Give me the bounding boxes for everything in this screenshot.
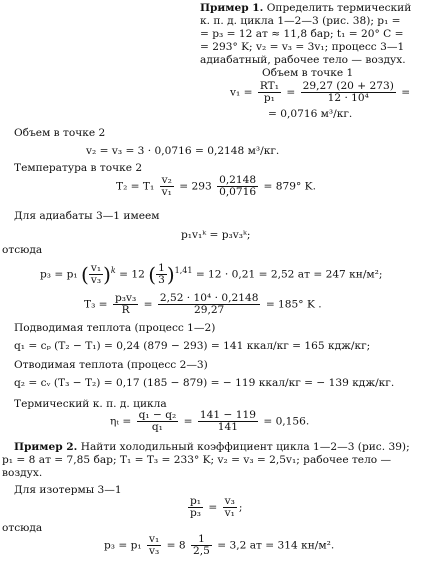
efficiency-formula	[110, 410, 309, 433]
efficiency-fraction-numeric	[198, 410, 258, 433]
t3-fraction-numeric	[158, 293, 261, 316]
v1-lhs: v₁ =	[230, 86, 253, 99]
example1-text-line5: адиабатный, рабочее тело — воздух.	[200, 54, 406, 66]
v1-result: = 0,0716 м³/кг.	[268, 108, 353, 120]
example2-p3-frac2-numerator: 1	[191, 534, 212, 546]
p3-middle: = 12	[119, 268, 145, 281]
example1-text-line3: = p₃ = 12 ат ≈ 11,8 бар; t₁ = 20° C =	[200, 28, 404, 40]
example2-p3-middle: = 8	[166, 539, 186, 552]
p3-formula	[40, 258, 382, 288]
t2-formula	[116, 175, 316, 198]
example2-text-line3: воздух.	[2, 467, 43, 479]
point1-volume-label: Объем в точке 1	[262, 67, 354, 79]
p3-exponent-k: k	[110, 266, 116, 275]
isotherm-formula	[186, 496, 242, 519]
t3-formula	[84, 293, 322, 316]
t2-frac2-denominator: 0,0716	[219, 186, 257, 198]
isotherm-fraction-v	[223, 496, 237, 519]
isotherm-frac2-numerator: v₃	[224, 495, 235, 507]
efficiency-frac1-numerator: q₁ − q₂	[138, 409, 177, 421]
efficiency-result: = 0,156.	[263, 415, 310, 428]
p3-close-paren-1: )	[103, 262, 111, 287]
efficiency-label: Термический к. п. д. цикла	[14, 398, 167, 410]
p3-fraction-v1-v3	[89, 263, 103, 286]
isotherm-label: Для изотермы 3—1	[14, 484, 122, 496]
isotherm-equals: =	[208, 501, 218, 514]
p3-frac2-denominator: 3	[158, 274, 165, 287]
efficiency-frac2-denominator: 141	[217, 421, 239, 433]
isotherm-frac1-denominator: p₃	[190, 507, 202, 519]
t3-frac1-denominator: R	[121, 304, 130, 316]
example1-heading-line	[200, 2, 411, 14]
efficiency-fraction-q	[137, 410, 179, 433]
isotherm-fraction-p	[188, 496, 203, 519]
t2-middle: = 293	[179, 180, 212, 193]
p3-frac1-denominator: v₃	[90, 274, 102, 287]
p3-open-paren-2: (	[148, 262, 157, 287]
t3-result: = 185° K .	[265, 298, 322, 311]
p3-fraction-one-third	[156, 263, 167, 286]
t2-fraction-numeric	[217, 175, 258, 198]
t2-result: = 879° K.	[263, 180, 316, 193]
isotherm-semicolon: ;	[238, 501, 243, 514]
example1-text-line1: Определить термический	[266, 2, 412, 14]
v1-fraction-rt-over-p	[258, 81, 281, 104]
p3-frac2-numerator: 1	[158, 262, 165, 275]
v1-frac2-numerator: 29,27 (20 + 273)	[302, 80, 394, 92]
p3-close-paren-2: )	[166, 262, 175, 287]
t3-equals: =	[143, 298, 153, 311]
heat-supplied-label: Подводимая теплота (процесс 1—2)	[14, 322, 216, 334]
p3-lhs: p₃ = p₁	[40, 268, 78, 281]
v1-frac1-denominator: p₁	[263, 92, 275, 104]
p3-exponent-141: 1,41	[174, 266, 193, 275]
example1-title: Пример 1.	[200, 2, 264, 14]
t2-lhs: T₂ = T₁	[116, 180, 155, 193]
t3-frac2-numerator: 2,52 · 10⁴ · 0,2148	[159, 292, 259, 304]
t2-frac1-denominator: v₁	[161, 186, 172, 198]
t2-frac1-numerator: v₂	[161, 174, 172, 186]
v2-equation: v₂ = v₃ = 3 · 0,0716 = 0,2148 м³/кг.	[86, 145, 280, 157]
t3-lhs: T₃ =	[84, 298, 108, 311]
v1-equals: =	[286, 86, 296, 99]
example2-p3-fraction-numeric	[191, 534, 212, 557]
heat-rejected-label: Отводимая теплота (процесс 2—3)	[14, 359, 208, 371]
example2-p3-frac2-denominator: 2,5	[193, 545, 210, 557]
t2-label: Температура в точке 2	[14, 162, 143, 174]
example2-p3-result: = 3,2 ат = 314 кн/м².	[217, 539, 335, 552]
v1-formula	[230, 81, 410, 104]
example2-p3-frac1-denominator: v₃	[149, 545, 160, 557]
example2-heading-line	[14, 441, 410, 453]
t3-fraction-pv-over-r	[113, 293, 138, 316]
p3-result: = 12 · 0,21 = 2,52 ат = 247 кн/м²;	[195, 268, 383, 281]
t3-frac2-denominator: 29,27	[193, 304, 225, 316]
v1-frac1-numerator: RT₁	[259, 80, 279, 92]
example2-p3-fraction-v	[147, 534, 161, 557]
example2-p3-frac1-numerator: v₁	[149, 533, 160, 545]
efficiency-equals: =	[183, 415, 193, 428]
point2-volume-label: Объем в точке 2	[14, 127, 106, 139]
example1-text-line2: к. п. д. цикла 1—2—3 (рис. 38); p₁ =	[200, 15, 401, 27]
t3-frac1-numerator: p₃v₃	[114, 292, 137, 304]
example2-p3-formula	[104, 534, 334, 557]
isotherm-frac1-numerator: p₁	[190, 495, 202, 507]
p3-frac1-numerator: v₁	[90, 262, 102, 275]
otsyuda-1: отсюда	[2, 244, 43, 256]
adiabat-equation: p₁v₁ᵏ = p₃v₃ᵏ;	[181, 229, 251, 241]
v1-frac2-denominator: 12 · 10⁴	[327, 92, 369, 104]
v1-trailing-equals: =	[401, 86, 411, 99]
example2-p3-lhs: p₃ = p₁	[104, 539, 142, 552]
heat-rejected-equation: q₂ = cᵥ (T₃ − T₂) = 0,17 (185 − 879) = − 119 ккал/кг = − 139 кдж/кг.	[14, 377, 395, 389]
example2-text-line1: Найти холодильный коэффициент цикла 1—2—3 (рис. 39);	[80, 441, 410, 453]
isotherm-frac2-denominator: v₁	[224, 507, 235, 519]
adiabat-label: Для адиабаты 3—1 имеем	[14, 210, 160, 222]
heat-supplied-equation: q₁ = cₚ (T₂ − T₁) = 0,24 (879 − 293) = 141 ккал/кг = 165 кдж/кг;	[14, 340, 371, 352]
v1-fraction-numeric	[301, 81, 396, 104]
example2-title: Пример 2.	[14, 441, 78, 453]
example2-text-line2: p₁ = 8 ат = 7,85 бар; T₁ = T₃ = 233° K; v₂ = v₃ = 2,5v₁; рабочее тело —	[2, 454, 392, 466]
t2-frac2-numerator: 0,2148	[219, 174, 257, 186]
t2-fraction-v2-v1	[160, 175, 174, 198]
otsyuda-2: отсюда	[2, 522, 43, 534]
efficiency-lhs: ηₜ =	[110, 415, 132, 428]
efficiency-frac2-numerator: 141 − 119	[199, 409, 256, 421]
p3-open-paren-1: (	[81, 262, 89, 287]
efficiency-frac1-denominator: q₁	[151, 421, 163, 433]
example1-text-line4: = 293° K; v₂ = v₃ = 3v₁; процесс 3—1	[200, 41, 405, 53]
